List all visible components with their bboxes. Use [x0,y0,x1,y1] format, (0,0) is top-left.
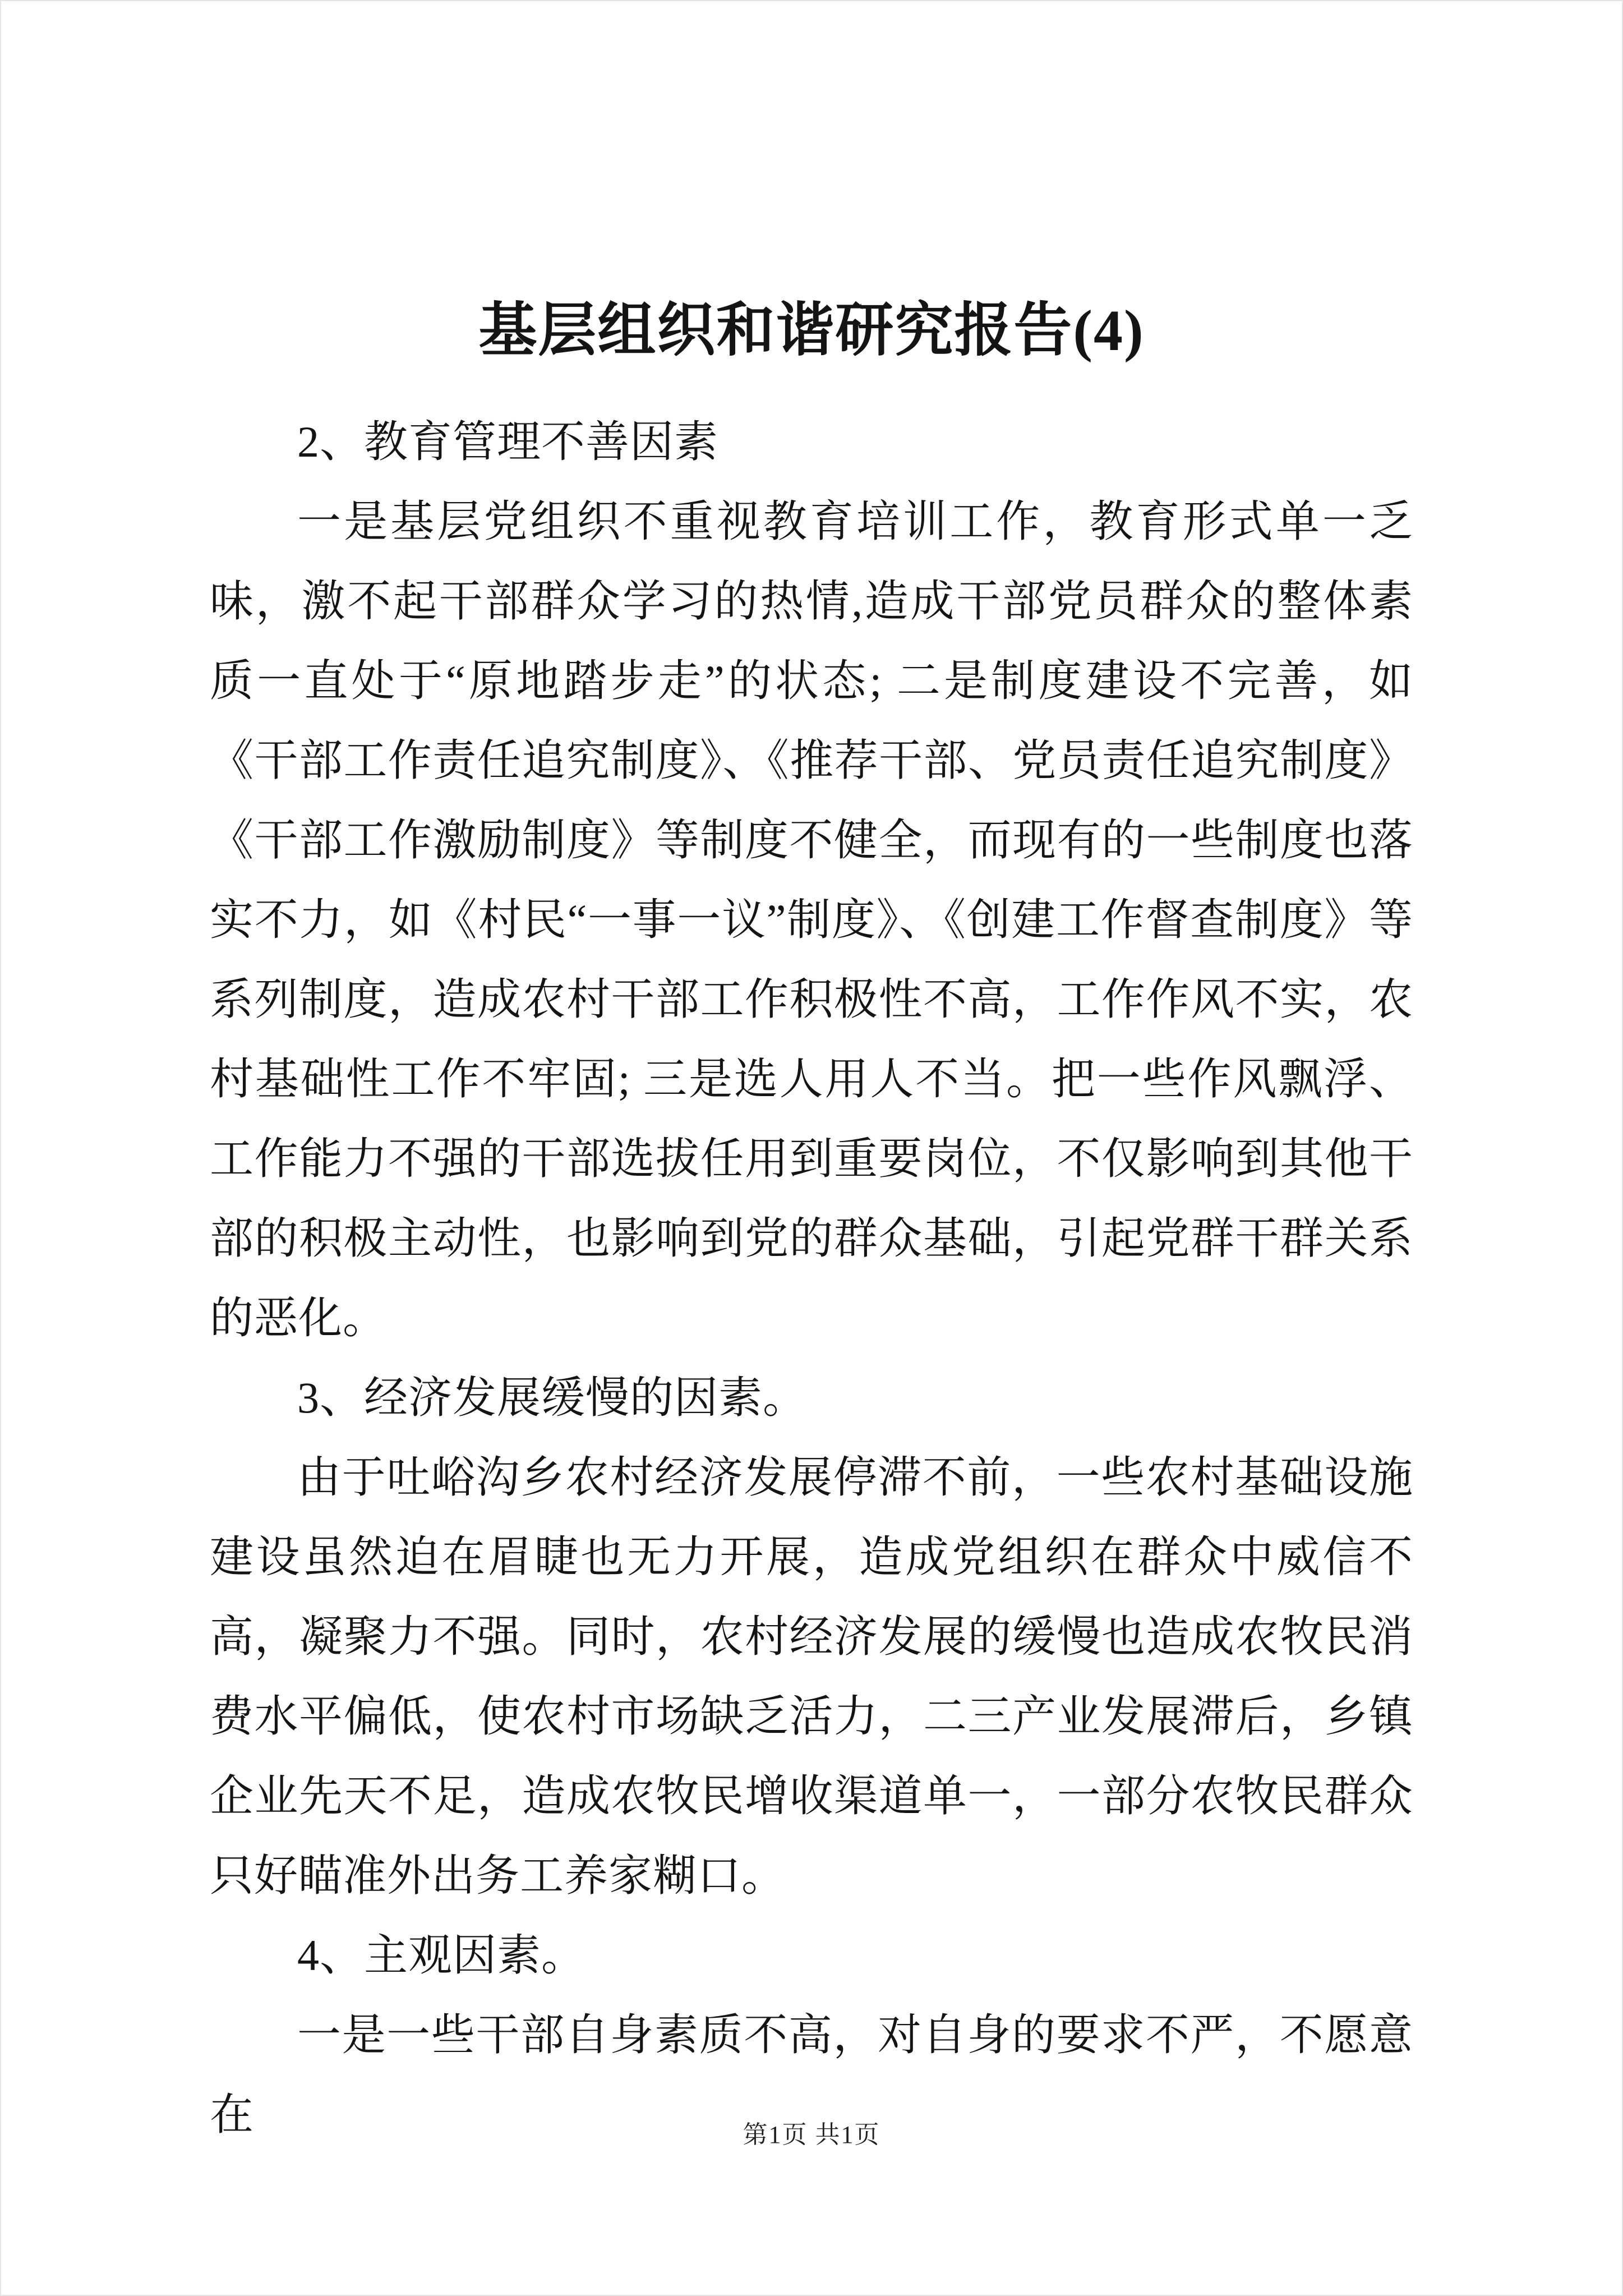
paragraph-heading-4: 4、主观因素。 [297,1931,586,1980]
paragraph-body-education: 一是基层党组织不重视教育培训工作，教育形式单一乏味，激不起干部群众学习的热情,造成干部党员群众的整体素质一直处于“原地踏步走”的状态; 二是制度建设不完善，如《干部工作责任追究制度》、《推荐干部、党员责任追究制度》《干部工作激励制度》等制度不健全，而现有的一些制度也落实不力，如《村民“一事一议”制度》、《创建工作督查制度》等系列制度，造成农村干部工作积极性不高，工作作风不实，农村基础性工作不牢固; 三是选人用人不当。把一些作风飘浮、工作能力不强的干部选拔任用到重要岗位，不仅影响到其他干部的积极主动性，也影响到党的群众基础，引起党群干群关系的恶化。 [210,497,1413,1343]
paragraph-heading-3: 3、经济发展缓慢的因素。 [297,1373,808,1423]
paragraph-body-economy: 由于吐峪沟乡农村经济发展停滞不前，一些农村基础设施建设虽然迫在眉睫也无力开展，造成党组织在群众中威信不高，凝聚力不强。同时，农村经济发展的缓慢也造成农牧民消费水平偏低，使农村市场缺乏活力，二三产业发展滞后，乡镇企业先天不足，造成农牧民增收渠道单一，一部分农牧民群众只好瞄准外出务工养家糊口。 [210,1453,1413,1901]
page-title: 基层组织和谐研究报告(4) [478,298,1145,363]
paragraph-body-subjective: 一是一些干部自身素质不高，对自身的要求不严，不愿意在 [210,2010,1413,2139]
page-footer: 第1页 共1页 [743,2121,880,2148]
paragraph-heading-2: 2、教育管理不善因素 [297,417,719,467]
